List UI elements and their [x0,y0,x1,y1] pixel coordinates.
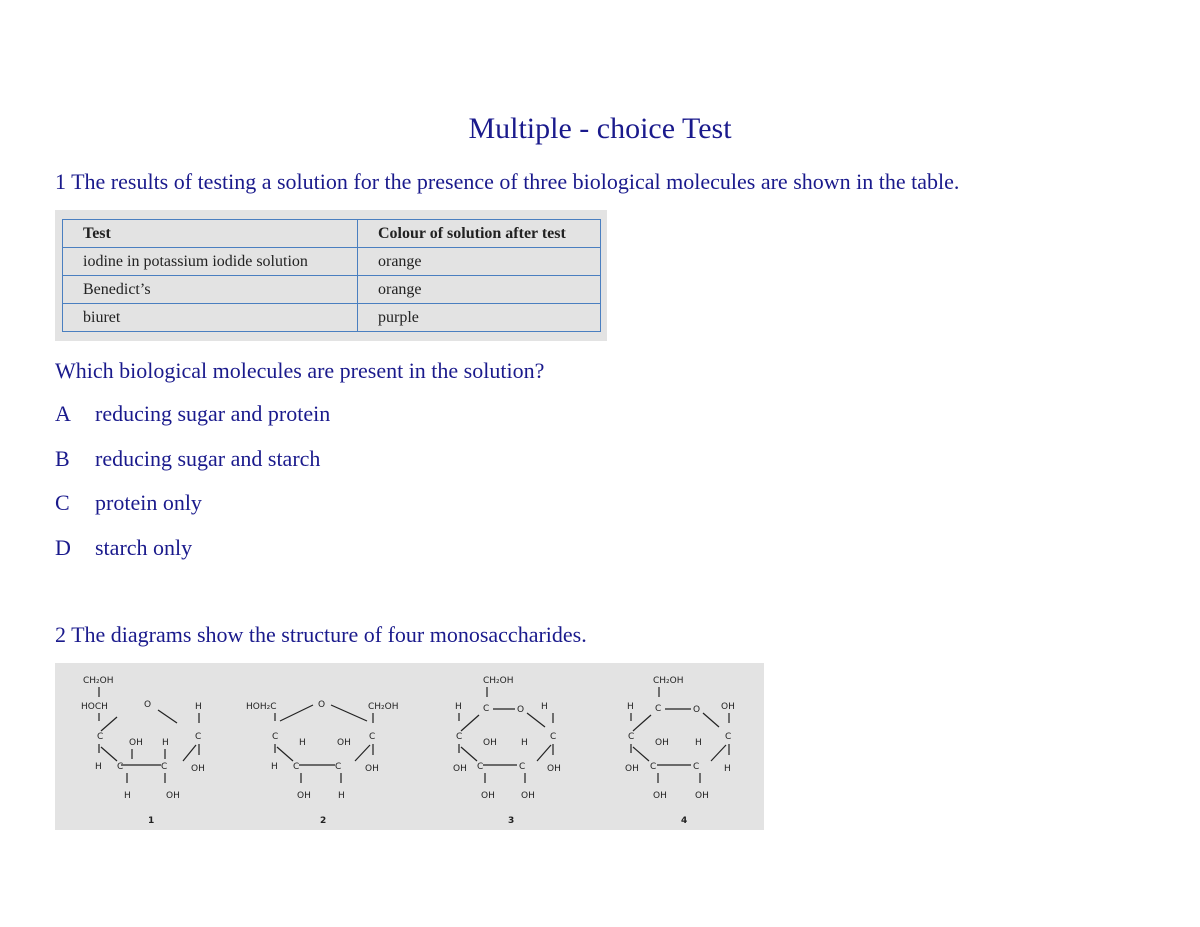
s3-c-right-label: C [550,732,557,742]
s3-c-left-label: C [456,732,463,742]
s3-h-in-label: H [521,738,528,748]
s2-top-right-label: CH₂OH [368,702,399,712]
structure-1 [81,676,205,826]
option-text: starch only [95,535,193,560]
s1-h-far-left-label: H [95,762,102,772]
s3-oh-far-left-label: OH [453,764,467,774]
question-1-prompt: Which biological molecules are present in the solution? [55,358,545,383]
s1-c-right-label: C [195,732,202,742]
table-cell-test: biuret [63,304,358,332]
s3-bot1-label: OH [481,791,495,801]
s3-o-label: O [517,705,525,715]
option-letter: C [55,490,70,515]
s4-c-right-label: C [725,732,732,742]
table-row [63,276,601,304]
s1-c1-label: HOCH [81,702,108,712]
s4-h-in-label: H [695,738,702,748]
table-cell-colour: orange [358,276,601,304]
results-table [62,219,601,332]
s2-number: 2 [320,816,327,826]
option-text: protein only [95,490,202,515]
s3-bot2-label: OH [521,791,535,801]
s3-c-top-label: C [483,704,490,714]
table-cell-colour: orange [358,248,601,276]
structure-2 [246,700,399,826]
s3-oh-right-label: OH [547,764,561,774]
s2-bot1-label: OH [297,791,311,801]
s2-h-in-label: H [299,738,306,748]
s3-number: 3 [508,816,515,826]
table-header-row [63,220,601,248]
option-d[interactable] [55,535,192,561]
option-text: reducing sugar and starch [95,446,321,471]
s4-o-label: O [693,705,701,715]
option-a[interactable] [55,401,330,427]
s4-c-top-label: C [655,704,662,714]
s3-h-left-label: H [455,702,462,712]
option-c[interactable] [55,490,202,516]
s1-c-left-label: C [97,732,104,742]
question-2-text: 2 The diagrams show the structure of four monosaccharides. [55,622,587,647]
s4-c-left-label: C [628,732,635,742]
s3-h-right-label: H [541,702,548,712]
option-letter: D [55,535,71,560]
s1-oh-right-label: OH [191,764,205,774]
s2-h-far-left-label: H [271,762,278,772]
s4-h-right-label: H [724,764,731,774]
s4-oh-top-right-label: OH [721,702,735,712]
s2-c-left-label: C [272,732,279,742]
s4-top-label: CH₂OH [653,676,684,686]
table-row [63,248,601,276]
s3-c-bottom: C [477,762,484,772]
structure-3 [453,676,561,826]
s2-bot2-label: H [338,791,345,801]
s4-bot2-label: OH [695,791,709,801]
option-letter: B [55,446,70,471]
s1-bot1-label: H [124,791,131,801]
s1-bot2-label: OH [166,791,180,801]
s2-oh-in-label: OH [337,738,351,748]
s1-h-in-label: H [162,738,169,748]
table-row [63,304,601,332]
structure-4 [625,676,735,826]
s1-h-right-label: H [195,702,202,712]
option-text: reducing sugar and protein [95,401,331,426]
table-cell-test: iodine in potassium iodide solution [63,248,358,276]
s4-h-left-label: H [627,702,634,712]
s1-top-label: CH₂OH [83,676,114,686]
s4-c-bottom: C [650,762,657,772]
results-table-figure [55,210,607,341]
table-header-test: Test [63,220,358,248]
s2-c-bottom2: C [335,762,342,772]
s4-bot1-label: OH [653,791,667,801]
s4-oh-far-left-label: OH [625,764,639,774]
s3-top-label: CH₂OH [483,676,514,686]
s1-oh-in-label: OH [129,738,143,748]
table-cell-test: Benedict’s [63,276,358,304]
option-b[interactable] [55,446,320,472]
s2-oh-right-label: OH [365,764,379,774]
s2-top-left-label: HOH₂C [246,702,277,712]
s4-c-bottom2: C [693,762,700,772]
s1-c-bottom2: C [161,762,168,772]
page-title: Multiple - choice Test [468,112,732,145]
table-cell-colour: purple [358,304,601,332]
table-header-colour: Colour of solution after test [358,220,601,248]
s2-c-bottom: C [293,762,300,772]
s1-number: 1 [148,816,155,826]
s4-number: 4 [681,816,688,826]
monosaccharide-diagrams [55,663,764,830]
option-letter: A [55,401,71,426]
question-1-text: 1 The results of testing a solution for the presence of three biological molecules are shown in the table. [55,169,960,194]
s1-o-label: O [144,700,152,710]
structures-svg [55,663,764,830]
s4-oh-in-label: OH [655,738,669,748]
s2-c-right-label: C [369,732,376,742]
s3-c-bottom2: C [519,762,526,772]
s3-oh-in-label: OH [483,738,497,748]
s2-o-label: O [318,700,326,710]
s1-c-bottom: C [117,762,124,772]
